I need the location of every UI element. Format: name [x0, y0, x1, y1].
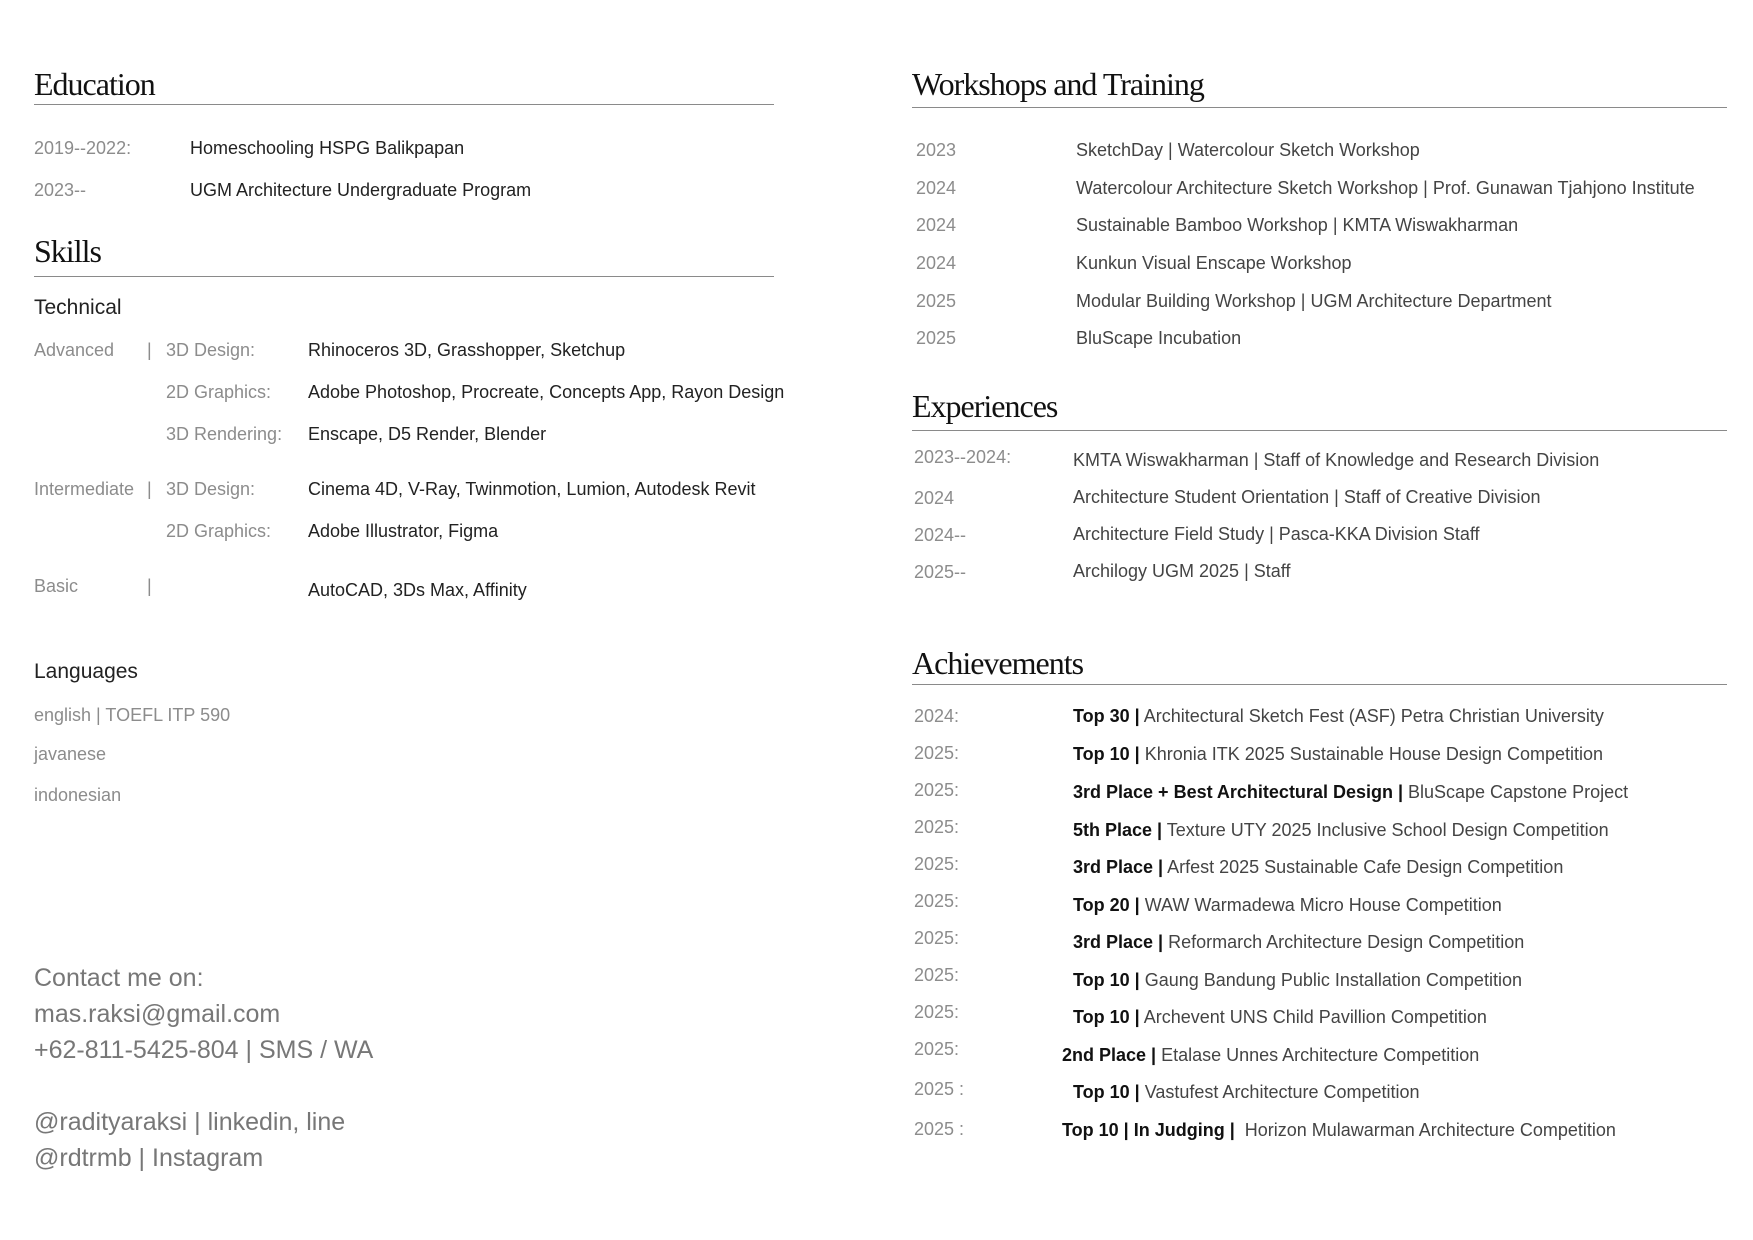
- achievement-year: 2025 :: [914, 1119, 965, 1139]
- languages-heading: Languages: [34, 660, 138, 683]
- workshop-year: 2024: [916, 215, 957, 235]
- skills-heading: Skills: [34, 233, 101, 269]
- achievement-text: Archevent UNS Child Pavillion Competition: [1139, 1007, 1487, 1027]
- language-item: indonesian: [34, 785, 122, 805]
- achievement-year: 2025:: [914, 1039, 960, 1059]
- achievement-item: [1073, 895, 1502, 916]
- achievement-rank: Top 20 |: [1073, 895, 1140, 915]
- achievement-text: Gaung Bandung Public Installation Competition: [1139, 970, 1522, 990]
- achievement-text: Arfest 2025 Sustainable Cafe Design Competition: [1163, 857, 1564, 877]
- achievement-text: WAW Warmadewa Micro House Competition: [1139, 895, 1502, 915]
- achievement-rank: 3rd Place |: [1073, 932, 1164, 952]
- achievement-item: [1073, 1082, 1420, 1103]
- skill-category: 2D Graphics:: [166, 521, 272, 541]
- contact-linkedin[interactable]: @radityaraksi | linkedin, line: [34, 1108, 346, 1136]
- experience-item: Architecture Field Study | Pasca-KKA Division Staff: [1073, 524, 1480, 544]
- experience-year: 2023--2024:: [914, 447, 1012, 467]
- achievement-item: [1073, 820, 1609, 841]
- skill-level: Advanced: [34, 340, 115, 360]
- achievement-item: [1073, 970, 1522, 991]
- experience-item: Archilogy UGM 2025 | Staff: [1073, 561, 1291, 581]
- skill-separator: |: [147, 479, 152, 499]
- achievement-rank: Top 30 |: [1073, 706, 1140, 726]
- skill-level: Basic: [34, 576, 79, 596]
- workshop-year: 2024: [916, 253, 957, 273]
- workshop-year: 2025: [916, 328, 957, 348]
- achievement-item: [1073, 1007, 1487, 1028]
- skill-category: 3D Design:: [166, 479, 256, 499]
- skill-tools: Cinema 4D, V-Ray, Twinmotion, Lumion, Autodesk Revit: [308, 479, 756, 499]
- contact-email[interactable]: mas.raksi@gmail.com: [34, 1000, 281, 1028]
- experience-year: 2024--: [914, 525, 967, 545]
- workshop-year: 2025: [916, 291, 957, 311]
- achievement-text: Etalase Unnes Architecture Competition: [1156, 1045, 1480, 1065]
- skill-tools: AutoCAD, 3Ds Max, Affinity: [308, 580, 527, 600]
- language-item: javanese: [34, 744, 107, 764]
- achievement-item: [1062, 1045, 1479, 1066]
- achievement-item: [1062, 1120, 1616, 1141]
- experience-year: 2024: [914, 488, 955, 508]
- skill-category: 2D Graphics:: [166, 382, 272, 402]
- technical-subheading: Technical: [34, 296, 122, 319]
- experience-item: KMTA Wiswakharman | Staff of Knowledge and Research Division: [1073, 450, 1600, 470]
- education-year: 2019--2022:: [34, 138, 132, 158]
- experiences-heading: Experiences: [912, 388, 1058, 424]
- workshop-item: Kunkun Visual Enscape Workshop: [1076, 253, 1352, 273]
- workshop-item: Modular Building Workshop | UGM Architecture Department: [1076, 291, 1552, 311]
- achievement-item: [1073, 857, 1563, 878]
- education-year: 2023--: [34, 180, 87, 200]
- achievement-rank: Top 10 |: [1073, 1082, 1140, 1102]
- skill-tools: Enscape, D5 Render, Blender: [308, 424, 547, 444]
- achievement-item: [1073, 782, 1628, 803]
- skill-category: 3D Rendering:: [166, 424, 283, 444]
- achievements-divider: [912, 684, 1727, 685]
- education-item: UGM Architecture Undergraduate Program: [190, 180, 532, 200]
- skills-divider: [34, 276, 774, 277]
- achievement-item: [1073, 744, 1603, 765]
- achievement-year: 2025:: [914, 780, 960, 800]
- achievement-text: Architectural Sketch Fest (ASF) Petra Christian University: [1139, 706, 1604, 726]
- achievement-rank: Top 10 | In Judging |: [1062, 1120, 1235, 1140]
- achievement-item: [1073, 932, 1524, 953]
- achievement-rank: Top 10 |: [1073, 970, 1140, 990]
- achievement-text: Texture UTY 2025 Inclusive School Design Competition: [1162, 820, 1609, 840]
- achievement-rank: 3rd Place |: [1073, 857, 1164, 877]
- achievement-rank: Top 10 |: [1073, 1007, 1140, 1027]
- education-heading: Education: [34, 66, 155, 102]
- skill-tools: Adobe Photoshop, Procreate, Concepts App, Rayon Design: [308, 382, 785, 402]
- achievement-rank: Top 10 |: [1073, 744, 1140, 764]
- achievement-year: 2024:: [914, 706, 960, 726]
- achievement-rank: 5th Place |: [1073, 820, 1163, 840]
- experiences-divider: [912, 430, 1727, 431]
- achievement-text: Horizon Mulawarman Architecture Competition: [1234, 1120, 1616, 1140]
- skill-category: 3D Design:: [166, 340, 256, 360]
- achievement-year: 2025:: [914, 891, 960, 911]
- experience-item: Architecture Student Orientation | Staff of Creative Division: [1073, 487, 1541, 507]
- contact-label: Contact me on:: [34, 964, 204, 992]
- workshop-item: Watercolour Architecture Sketch Workshop | Prof. Gunawan Tjahjono Institute: [1076, 178, 1695, 198]
- education-item: Homeschooling HSPG Balikpapan: [190, 138, 465, 158]
- contact-phone[interactable]: +62-811-5425-804 | SMS / WA: [34, 1036, 374, 1064]
- skill-tools: Adobe Illustrator, Figma: [308, 521, 499, 541]
- skill-tools: Rhinoceros 3D, Grasshopper, Sketchup: [308, 340, 626, 360]
- achievement-year: 2025 :: [914, 1079, 965, 1099]
- achievement-year: 2025:: [914, 1002, 960, 1022]
- achievement-text: Vastufest Architecture Competition: [1139, 1082, 1420, 1102]
- workshops-divider: [912, 107, 1727, 108]
- achievement-year: 2025:: [914, 965, 960, 985]
- achievement-item: [1073, 706, 1604, 727]
- achievement-rank: 3rd Place + Best Architectural Design |: [1073, 782, 1403, 802]
- achievement-year: 2025:: [914, 928, 960, 948]
- experience-year: 2025--: [914, 562, 967, 582]
- workshop-item: SketchDay | Watercolour Sketch Workshop: [1076, 140, 1420, 160]
- achievement-text: Khronia ITK 2025 Sustainable House Design Competition: [1139, 744, 1603, 764]
- education-divider: [34, 104, 774, 105]
- language-item: english | TOEFL ITP 590: [34, 705, 231, 725]
- achievements-heading: Achievements: [912, 645, 1084, 681]
- workshop-item: BluScape Incubation: [1076, 328, 1242, 348]
- workshops-heading: Workshops and Training: [912, 66, 1204, 102]
- achievement-text: Reformarch Architecture Design Competition: [1163, 932, 1525, 952]
- contact-instagram[interactable]: @rdtrmb | Instagram: [34, 1144, 264, 1172]
- workshop-item: Sustainable Bamboo Workshop | KMTA Wiswakharman: [1076, 215, 1519, 235]
- skill-separator: |: [147, 576, 152, 596]
- achievement-year: 2025:: [914, 743, 960, 763]
- skill-separator: |: [147, 340, 152, 360]
- achievement-year: 2025:: [914, 817, 960, 837]
- achievement-text: BluScape Capstone Project: [1403, 782, 1629, 802]
- skill-level: Intermediate: [34, 479, 135, 499]
- workshop-year: 2024: [916, 178, 957, 198]
- achievement-year: 2025:: [914, 854, 960, 874]
- achievement-rank: 2nd Place |: [1062, 1045, 1157, 1065]
- workshop-year: 2023: [916, 140, 957, 160]
